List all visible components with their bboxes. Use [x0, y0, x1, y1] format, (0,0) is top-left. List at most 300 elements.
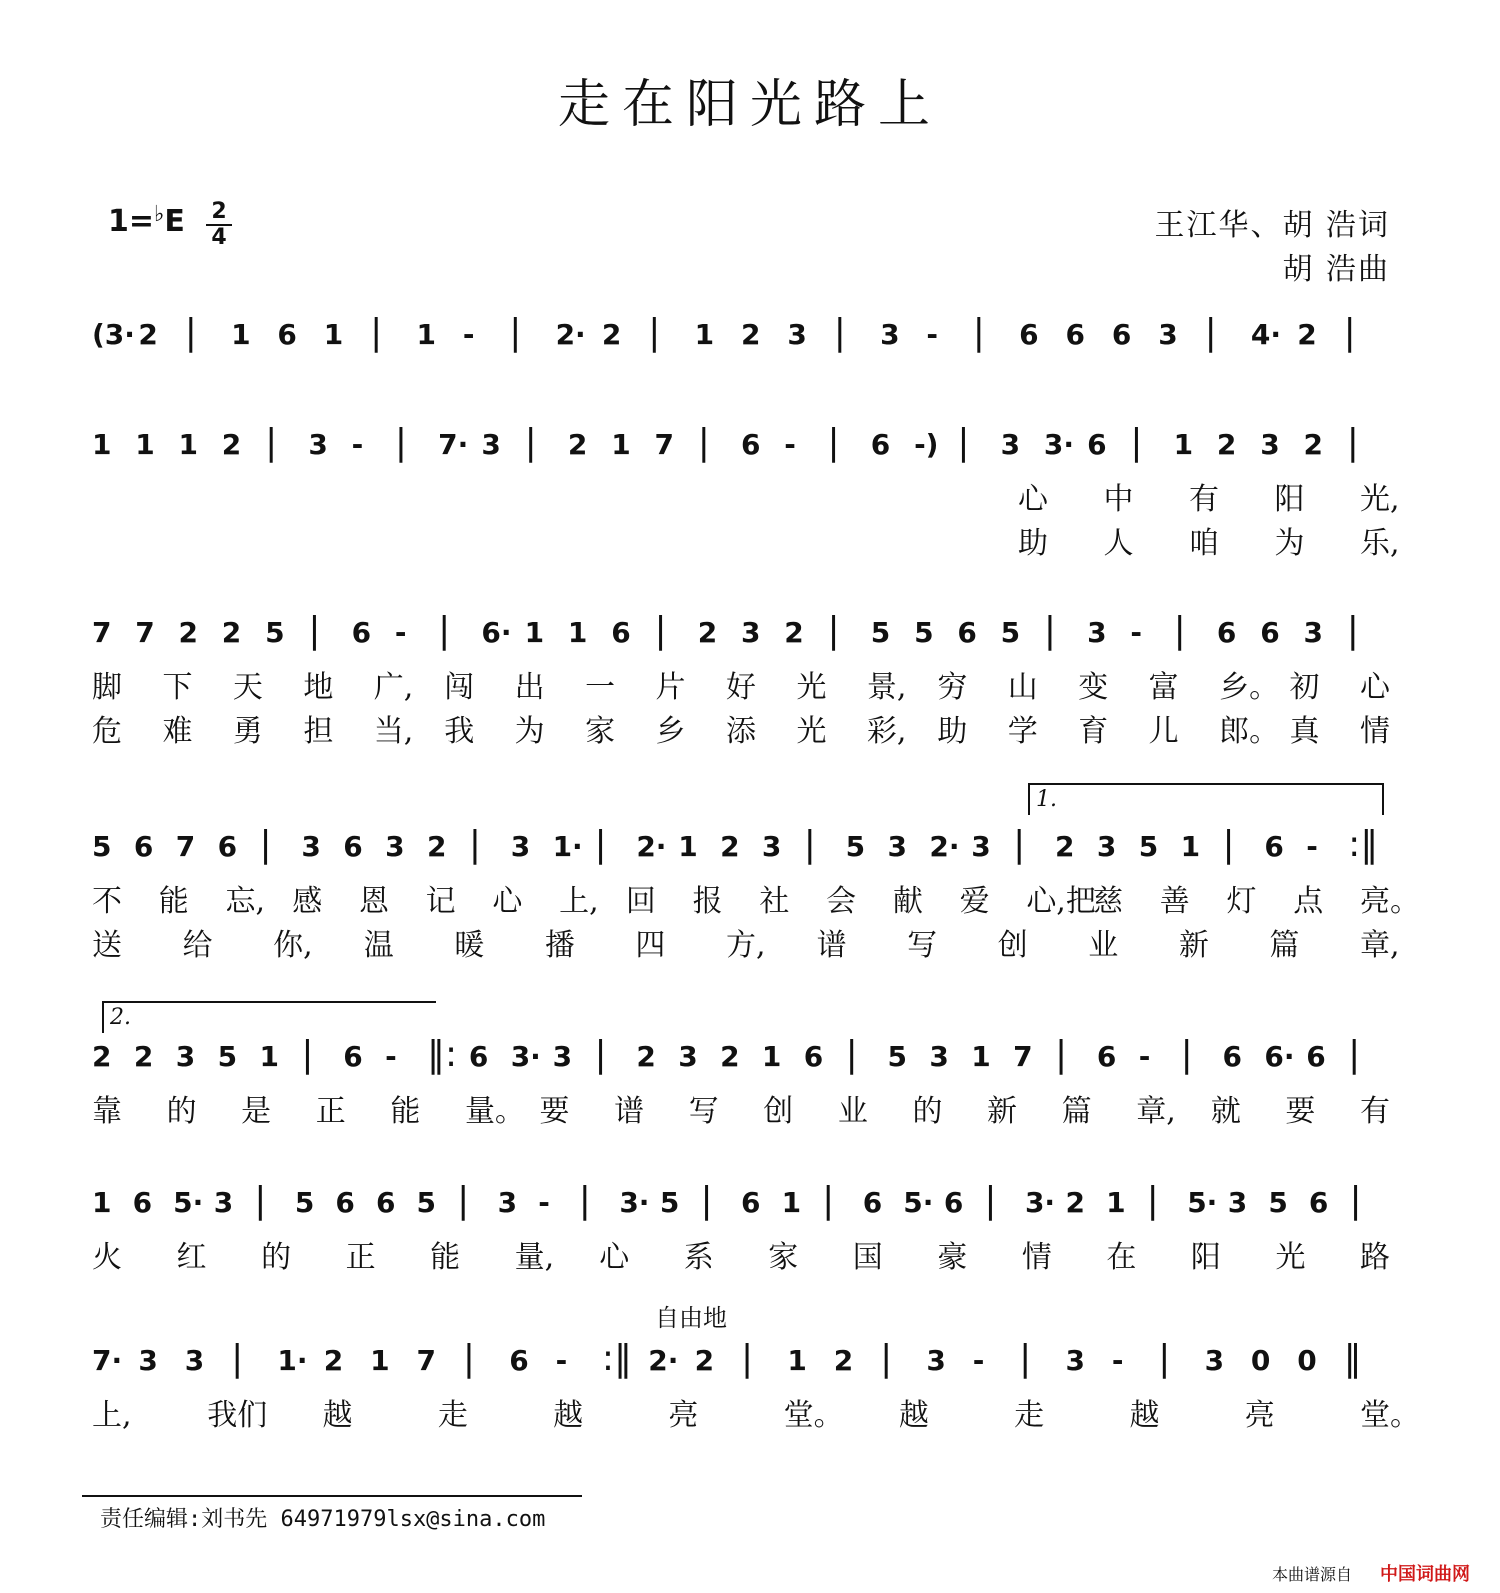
barline: |: [972, 312, 985, 353]
note: 2: [1055, 830, 1075, 863]
lyric-syllable: 学: [1007, 714, 1038, 749]
note: 1: [761, 1040, 782, 1073]
note: 6: [1264, 830, 1284, 863]
lyric-syllable: 新: [987, 1094, 1018, 1129]
barline: |: [845, 1034, 858, 1075]
note: 1: [323, 318, 344, 351]
lyric-syllable: 的: [912, 1094, 943, 1129]
note: 2: [697, 616, 718, 649]
barline: |: [1348, 1034, 1361, 1075]
song-title: 走在阳光路上: [557, 75, 942, 135]
note: 6·: [1264, 1040, 1295, 1073]
barline: |: [957, 422, 970, 463]
site-name: 中国词曲网: [1380, 1564, 1470, 1585]
lyric-syllable: 恩: [358, 884, 389, 919]
key-eq: =: [128, 204, 155, 239]
note: 2: [784, 616, 804, 649]
barline: :‖: [601, 1338, 633, 1379]
lyric-syllable: 量,: [514, 1240, 555, 1275]
lyric-syllable: 穷: [937, 670, 968, 705]
note: 3·: [619, 1186, 650, 1219]
first-ending-bracket: [1028, 783, 1384, 815]
barline: |: [741, 1338, 754, 1379]
note: 1·: [277, 1344, 308, 1377]
barline: |: [1343, 312, 1356, 353]
note: 5: [217, 1040, 238, 1073]
barline: |: [1346, 422, 1359, 463]
lyric-syllable: 亮。: [1360, 884, 1420, 919]
key-signature: [108, 202, 185, 239]
note: -: [972, 1344, 985, 1377]
note: 1: [92, 428, 112, 461]
barline: |: [700, 1180, 713, 1221]
note: 3: [1260, 428, 1280, 461]
note: 1: [92, 1186, 112, 1219]
lyric-syllable: 报: [692, 884, 723, 919]
note: 6: [611, 616, 631, 649]
note: 5: [294, 1186, 315, 1219]
barline: |: [1158, 1338, 1171, 1379]
barline: |: [648, 312, 661, 353]
lyric-syllable: 记: [425, 884, 456, 919]
lyric-syllable: 变: [1078, 670, 1109, 705]
note: 1: [231, 318, 251, 351]
note: 3·: [510, 1040, 541, 1073]
lyric-syllable: 心,把: [1026, 884, 1096, 919]
note: 3: [787, 318, 807, 351]
barline: |: [1346, 610, 1359, 651]
lyric-syllable: 山: [1007, 670, 1038, 705]
barline: |: [1019, 1338, 1032, 1379]
note: 7: [1013, 1040, 1033, 1073]
note: 3: [880, 318, 900, 351]
lyric-syllable: 家: [585, 714, 616, 749]
note: -: [1130, 616, 1143, 649]
note: 3·: [1043, 428, 1074, 461]
note: 3: [1000, 428, 1021, 461]
note: 3: [971, 830, 991, 863]
note: 1: [787, 1344, 807, 1377]
note: 5: [416, 1186, 436, 1219]
lyric-syllable: 闯: [444, 670, 475, 705]
note: 6: [1222, 1040, 1242, 1073]
lyric-syllable: 正: [345, 1240, 376, 1275]
note: 3: [497, 1186, 518, 1219]
note: -: [394, 616, 407, 649]
lyric-syllable: 人: [1103, 526, 1134, 561]
lyric-syllable: 当,: [373, 714, 414, 749]
lyric-syllable: 章,: [1136, 1094, 1176, 1129]
lyric-syllable: 灯: [1226, 884, 1257, 919]
lyric-syllable: 的: [261, 1240, 292, 1275]
lyric-syllable: 四: [635, 928, 666, 963]
barline: |: [462, 1338, 475, 1379]
lyric-syllable: 给: [182, 928, 213, 963]
lyric-syllable: 添: [726, 714, 756, 749]
lyric-syllable: 危: [92, 714, 122, 749]
note: 3: [213, 1186, 234, 1219]
lyric-syllable: 回: [625, 884, 656, 919]
note: 6: [343, 1040, 363, 1073]
lyric-syllable: 越: [898, 1398, 929, 1433]
note: 2: [92, 1040, 112, 1073]
note: 2·: [648, 1344, 679, 1377]
note: 7: [92, 616, 112, 649]
note: 3: [678, 1040, 698, 1073]
note: 2: [694, 1344, 715, 1377]
note: 2·: [636, 830, 667, 863]
key-tonic: E: [164, 204, 185, 239]
lyric-syllable: 担: [303, 714, 334, 749]
note: 3: [481, 428, 501, 461]
note: 3: [552, 1040, 573, 1073]
note: 3·: [1024, 1186, 1056, 1219]
flat-icon: ♭: [154, 202, 165, 227]
barline: |: [254, 1180, 267, 1221]
lyric-syllable: 靠: [92, 1094, 122, 1129]
note: (3·: [92, 318, 135, 351]
note: 2: [720, 1040, 740, 1073]
lyric-syllable: 爱: [959, 884, 990, 919]
barline: |: [308, 610, 321, 651]
barline: |: [468, 824, 481, 865]
note: 6: [1308, 1186, 1329, 1219]
note: 2: [1216, 428, 1237, 461]
note: 7: [175, 830, 196, 863]
note: 1: [370, 1344, 390, 1377]
note: 6: [1065, 318, 1085, 351]
barline: |: [1173, 610, 1186, 651]
note: 2: [178, 616, 199, 649]
note: 6: [351, 616, 372, 649]
note: 2: [221, 428, 242, 461]
lyric-syllable: 下: [162, 670, 193, 705]
lyric-syllable: 地: [303, 670, 334, 705]
lyric-syllable: 乡。: [1219, 670, 1280, 705]
lyric-syllable: 堂。: [1360, 1398, 1420, 1433]
lyric-syllable: 善: [1159, 884, 1190, 919]
note: 2: [426, 830, 447, 863]
barline: |: [301, 1034, 314, 1075]
note: 5: [1138, 830, 1159, 863]
lyric-syllable: 正: [315, 1094, 346, 1129]
lyric-syllable: 咱: [1189, 526, 1219, 561]
lyric-syllable: 乡: [655, 714, 686, 749]
second-ending-label: 2.: [110, 1005, 131, 1030]
barline: |: [1146, 1180, 1159, 1221]
lyric-syllable: 阳: [1274, 482, 1305, 517]
note: 1: [1180, 830, 1201, 863]
note: 3: [1087, 616, 1107, 649]
barline: |: [457, 1180, 470, 1221]
note: 6: [277, 318, 297, 351]
note: 1: [524, 616, 545, 649]
note: 5: [1000, 616, 1021, 649]
note: 2: [1065, 1186, 1085, 1219]
barline: |: [697, 422, 710, 463]
barline: |: [1180, 1034, 1193, 1075]
note: 1: [678, 830, 698, 863]
note: 4·: [1250, 318, 1282, 351]
lyric-syllable: 上,: [559, 884, 599, 919]
note: 7: [654, 428, 674, 461]
lyric-syllable: 情: [1021, 1240, 1052, 1275]
lyric-syllable: 亮: [1244, 1398, 1275, 1433]
lyric-syllable: 儿: [1148, 714, 1179, 749]
barline: |: [265, 422, 278, 463]
lyric-syllable: 上,: [92, 1398, 132, 1433]
lyric-syllable: 方,: [726, 928, 766, 963]
lyric-syllable: 新: [1178, 928, 1209, 963]
lyric-syllable: 社: [759, 884, 790, 919]
barline: |: [594, 824, 607, 865]
lyric-syllable: 勇: [232, 714, 263, 749]
barline: |: [438, 610, 451, 651]
lyric-syllable: 就: [1210, 1094, 1241, 1129]
lyric-syllable: 彩,: [866, 714, 907, 749]
note: 6: [1306, 1040, 1326, 1073]
key-one: 1: [108, 204, 129, 239]
lyric-syllable: 温: [363, 928, 394, 963]
note: 6: [1019, 318, 1039, 351]
note: 5: [845, 830, 866, 863]
note: 5·: [1187, 1186, 1218, 1219]
note: 3: [385, 830, 405, 863]
lyric-syllable: 难: [162, 714, 193, 749]
lyric-syllable: 业: [837, 1094, 868, 1129]
note: -: [1138, 1040, 1151, 1073]
barline: |: [654, 610, 667, 651]
barline: |: [1013, 824, 1026, 865]
note: -: [462, 318, 475, 351]
note: 6: [468, 1040, 489, 1073]
lyric-syllable: 业: [1088, 928, 1119, 963]
note: 3: [1158, 318, 1178, 351]
lyric-syllable: 走: [1014, 1398, 1045, 1433]
lyric-syllable: 点: [1293, 884, 1324, 919]
lyric-syllable: 越: [322, 1398, 353, 1433]
lyric-syllable: 写: [907, 928, 938, 963]
note: 7: [135, 616, 155, 649]
lyric-syllable: 谱: [614, 1094, 645, 1129]
lyric-syllable: 创: [763, 1094, 794, 1129]
lyric-syllable: 路: [1360, 1240, 1390, 1275]
notes-line: [0, 312, 1500, 358]
barline: ‖: [1343, 1338, 1362, 1379]
note: 3: [175, 1040, 196, 1073]
editor-credit: 责任编辑:刘书先 64971979lsx@sina.com: [100, 1507, 546, 1532]
lyric-syllable: 能: [158, 884, 189, 919]
lyric-syllable: 中: [1103, 482, 1134, 517]
lyric-syllable: 育: [1078, 714, 1109, 749]
lyric-syllable: 广,: [373, 670, 414, 705]
note: 1: [781, 1186, 802, 1219]
barline: |: [231, 1338, 244, 1379]
lyric-syllable: 系: [683, 1240, 714, 1275]
barline: |: [370, 312, 383, 353]
note: 3: [1303, 616, 1323, 649]
note: 3: [1096, 830, 1117, 863]
note: 3: [741, 616, 761, 649]
lyric-syllable: 光: [796, 670, 827, 705]
lyric-syllable: 国: [852, 1240, 883, 1275]
lyric-syllable: 心: [599, 1240, 630, 1275]
composer-credit: 胡 浩曲: [1282, 252, 1390, 287]
barline: |: [184, 312, 197, 353]
note: 3: [929, 1040, 949, 1073]
note: 0: [1297, 1344, 1317, 1377]
note: 6: [741, 1186, 761, 1219]
lyric-syllable: 初: [1289, 670, 1320, 705]
barline: |: [594, 1034, 607, 1075]
lyric-syllable: 光,: [1360, 482, 1400, 517]
barline: |: [524, 422, 537, 463]
lyric-syllable: 阳: [1190, 1240, 1221, 1275]
note: 6: [133, 830, 154, 863]
note: 5: [1268, 1186, 1288, 1219]
lyric-syllable: 火: [92, 1240, 122, 1275]
note: -: [538, 1186, 550, 1219]
barline: |: [1349, 1180, 1362, 1221]
note: 1: [416, 318, 436, 351]
note: 2·: [929, 830, 960, 863]
notes-line: [0, 1180, 1500, 1226]
note: 1: [694, 318, 715, 351]
note: 2: [741, 318, 761, 351]
note: -): [914, 428, 939, 461]
note: 2: [567, 428, 588, 461]
lyric-syllable: 我: [444, 714, 475, 749]
note: 1: [135, 428, 155, 461]
note: 6: [335, 1186, 355, 1219]
barline: |: [259, 824, 272, 865]
lyric-syllable: 有: [1189, 482, 1219, 517]
lyric-syllable: 你,: [273, 928, 313, 963]
lyric-syllable: 在: [1106, 1240, 1137, 1275]
note: 5: [92, 830, 112, 863]
note: 6: [1260, 616, 1280, 649]
lyric-syllable: 谱: [816, 928, 847, 963]
note: 2: [636, 1040, 656, 1073]
lyric-syllable: 是: [241, 1094, 272, 1129]
lyric-syllable: 越: [1129, 1398, 1160, 1433]
note: 2: [1303, 428, 1323, 461]
lyric-syllable: 亮: [668, 1398, 699, 1433]
note: 3: [926, 1344, 946, 1377]
lyric-syllable: 好: [726, 670, 756, 705]
lyric-syllable: 为: [514, 714, 545, 749]
lyric-syllable: 要: [1285, 1094, 1316, 1129]
note: 3: [301, 830, 321, 863]
barline: |: [880, 1338, 893, 1379]
lyric-syllable: 堂。: [783, 1398, 844, 1433]
note: 6: [943, 1186, 964, 1219]
lyric-syllable: 篇: [1269, 928, 1300, 963]
barline: |: [833, 312, 846, 353]
barline: |: [1055, 1034, 1068, 1075]
lyric-syllable: 创: [997, 928, 1028, 963]
barline: |: [803, 824, 816, 865]
note: 7·: [92, 1344, 123, 1377]
notes-line: [0, 610, 1500, 656]
note: 6: [803, 1040, 824, 1073]
note: 0: [1250, 1344, 1271, 1377]
time-signature: [204, 200, 234, 250]
lyricist-credit: 王江华、胡 浩词: [1154, 208, 1390, 243]
lyric-syllable: 情: [1360, 714, 1390, 749]
note: 2: [601, 318, 622, 351]
barline: |: [827, 610, 840, 651]
barline: |: [1204, 312, 1217, 353]
lyric-syllable: 慈: [1093, 884, 1124, 919]
time-top: 2: [211, 199, 227, 224]
lyric-syllable: 片: [655, 670, 686, 705]
lyric-syllable: 章,: [1360, 928, 1400, 963]
barline: |: [1130, 422, 1143, 463]
note: 5: [265, 616, 285, 649]
note: 6: [1111, 318, 1132, 351]
barline: |: [578, 1180, 591, 1221]
note: 7: [416, 1344, 436, 1377]
lyric-syllable: 一: [585, 670, 616, 705]
note: 1: [1173, 428, 1194, 461]
notes-line: [0, 1034, 1500, 1080]
note: -: [385, 1040, 397, 1073]
barline: |: [509, 312, 522, 353]
note: 2: [138, 318, 158, 351]
source-label: 本曲谱源自: [1272, 1565, 1353, 1584]
note: 5·: [173, 1186, 204, 1219]
note: 2: [323, 1344, 344, 1377]
note: 6: [1096, 1040, 1117, 1073]
lyric-syllable: 感: [292, 884, 323, 919]
note: 5·: [903, 1186, 934, 1219]
notes-line: [0, 1338, 1500, 1384]
note: 3: [761, 830, 782, 863]
note: 6: [375, 1186, 396, 1219]
lyric-syllable: 光: [796, 714, 827, 749]
lyric-syllable: 心: [492, 884, 523, 919]
lyric-syllable: 量。: [464, 1094, 525, 1129]
note: 3: [138, 1344, 158, 1377]
lyric-syllable: 的: [166, 1094, 197, 1129]
second-ending-bracket: [102, 1001, 436, 1033]
note: 5: [659, 1186, 680, 1219]
note: 3: [1065, 1344, 1085, 1377]
barline: |: [1222, 824, 1235, 865]
lyric-syllable: 越: [553, 1398, 584, 1433]
lyric-syllable: 写: [688, 1094, 719, 1129]
note: -: [1306, 830, 1318, 863]
notes-line: [0, 422, 1500, 468]
note: 1: [611, 428, 631, 461]
note: 6: [343, 830, 363, 863]
lyric-syllable: 光: [1275, 1240, 1306, 1275]
barline: ‖:: [426, 1034, 458, 1075]
note: 3: [1204, 1344, 1225, 1377]
lyric-syllable: 暖: [454, 928, 485, 963]
barline: |: [394, 422, 407, 463]
lyric-syllable: 会: [826, 884, 857, 919]
barline: |: [1043, 610, 1056, 651]
note: 7·: [438, 428, 469, 461]
lyric-syllable: 播: [544, 928, 575, 963]
note: -: [784, 428, 796, 461]
note: 6: [741, 428, 761, 461]
note: 3: [1227, 1186, 1248, 1219]
note: 1: [1106, 1186, 1126, 1219]
note: 2: [720, 830, 740, 863]
